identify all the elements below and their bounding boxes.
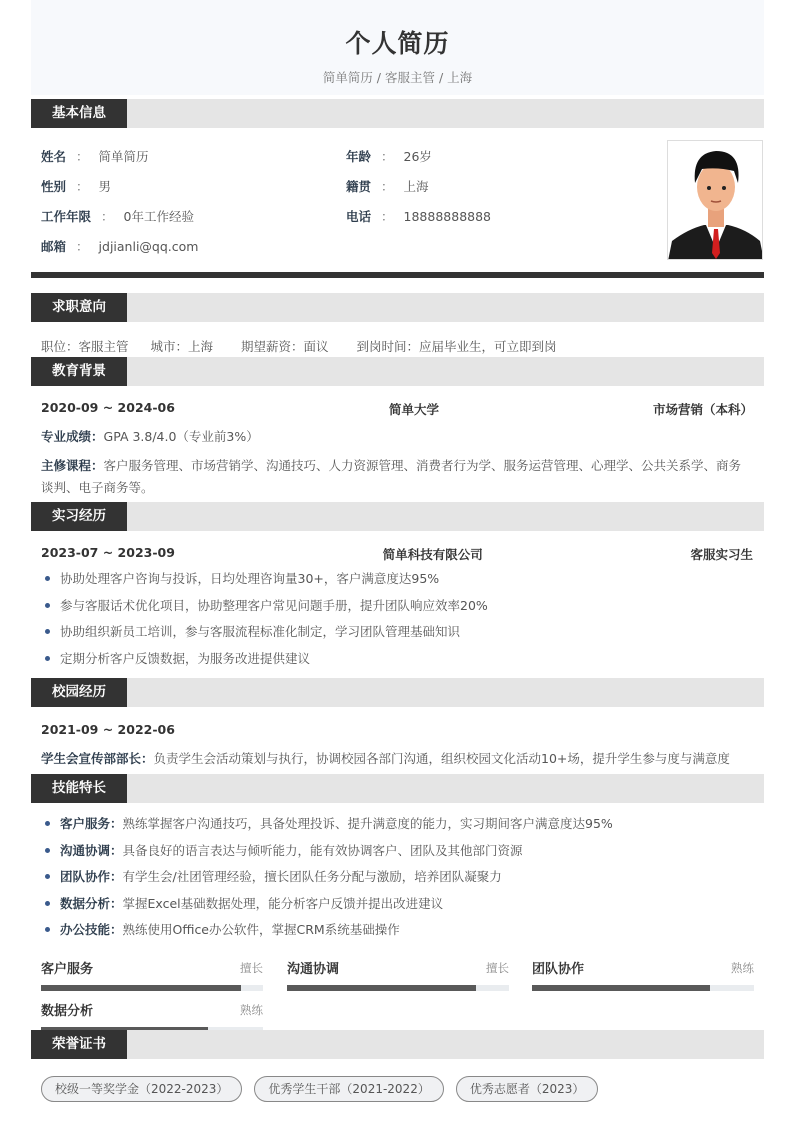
honor-tag: 优秀学生干部（2021-2022） [254, 1076, 443, 1102]
skill-level: 擅长 [240, 960, 263, 975]
honor-tag: 优秀志愿者（2023） [456, 1076, 599, 1102]
resume-header [31, 0, 764, 95]
section-basic-info: 基本信息 [31, 99, 764, 128]
subtitle: 简单简历 / 客服主管 / 上海 [322, 70, 473, 85]
skill-fill [287, 985, 476, 991]
skill-name: 客户服务 [41, 962, 94, 977]
section-campus: 校园经历 [31, 678, 764, 707]
list-item: 参与客服话术优化项目，协助整理客户常见问题手册，提升团队响应效率20% [41, 593, 488, 620]
field-gender: 性别 ： 男 [41, 179, 112, 194]
skill-fill [532, 985, 710, 991]
skill-track [287, 985, 509, 991]
page-title: 个人简历 [345, 29, 450, 58]
list-item: 协助组织新员工培训，参与客服流程标准化制定，学习团队管理基础知识 [41, 619, 488, 646]
skill-track [532, 985, 754, 991]
education-gpa: 专业成绩：GPA 3.8/4.0（专业前3%） [41, 429, 259, 444]
section-skills: 技能特长 [31, 774, 764, 803]
field-experience: 工作年限 ： 0年工作经验 [41, 209, 194, 224]
list-item: 团队协作：有学生会/社团管理经验，擅长团队任务分配与激励，培养团队凝聚力 [41, 864, 613, 891]
field-email: 邮箱 ： jdjianli@qq.com [41, 239, 199, 254]
field-origin: 籍贯 ： 上海 [346, 179, 429, 194]
list-item: 数据分析：掌握Excel基础数据处理，能分析客户反馈并提出改进建议 [41, 891, 613, 918]
campus-date: 2021-09 ~ 2022-06 [41, 722, 175, 737]
skill-fill [41, 985, 241, 991]
field-age: 年龄 ： 26岁 [346, 149, 432, 164]
field-name: 姓名 ： 简单简历 [41, 149, 149, 164]
honor-tag: 校级一等奖学金（2022-2023） [41, 1076, 242, 1102]
internship-list [41, 566, 488, 672]
list-item: 办公技能：熟练使用Office办公软件，掌握CRM系统基础操作 [41, 917, 613, 944]
job-intent-line: 职位：客服主管 城市：上海 期望薪资：面议 到岗时间：应届毕业生，可立即到岗 [41, 339, 557, 354]
skill-name: 数据分析 [41, 1004, 94, 1019]
list-item: 沟通协调：具备良好的语言表达与倾听能力，能有效协调客户、团队及其他部门资源 [41, 838, 613, 865]
avatar-photo [667, 140, 763, 260]
campus-desc: 学生会宣传部部长：负责学生会活动策划与执行，协调校园各部门沟通，组织校园文化活动10+场，提升学生参与度与满意度 [41, 751, 730, 766]
honors-tags [41, 1076, 598, 1102]
skill-name: 沟通协调 [287, 962, 340, 977]
skill-track [41, 985, 263, 991]
education-courses: 主修课程：客户服务管理、市场营销学、沟通技巧、人力资源管理、消费者行为学、服务运营管理、心理学、公共关系学、商务谈判、电子商务等。 [41, 458, 742, 495]
section-job-intent: 求职意向 [31, 293, 764, 322]
skills-list [41, 811, 613, 944]
field-phone: 电话 ： 18888888888 [346, 209, 492, 224]
skill-bar [287, 958, 509, 991]
section-internship: 实习经历 [31, 502, 764, 531]
divider [31, 272, 764, 278]
list-item: 客户服务：熟练掌握客户沟通技巧，具备处理投诉、提升满意度的能力，实习期间客户满意度达95% [41, 811, 613, 838]
internship-row: 2023-07 ~ 2023-09 简单科技有限公司 客服实习生 [41, 545, 753, 562]
education-row: 2020-09 ~ 2024-06 简单大学 市场营销（本科） [41, 400, 753, 417]
skill-name: 团队协作 [532, 962, 585, 977]
skill-bar [41, 1000, 263, 1033]
list-item: 定期分析客户反馈数据，为服务改进提供建议 [41, 646, 488, 673]
section-education: 教育背景 [31, 357, 764, 386]
skill-bar [41, 958, 263, 991]
skill-level: 熟练 [240, 1002, 263, 1017]
skill-level: 擅长 [486, 960, 509, 975]
section-honors: 荣誉证书 [31, 1030, 764, 1059]
skill-level: 熟练 [731, 960, 754, 975]
skill-bar [532, 958, 754, 991]
list-item: 协助处理客户咨询与投诉，日均处理咨询量30+，客户满意度达95% [41, 566, 488, 593]
